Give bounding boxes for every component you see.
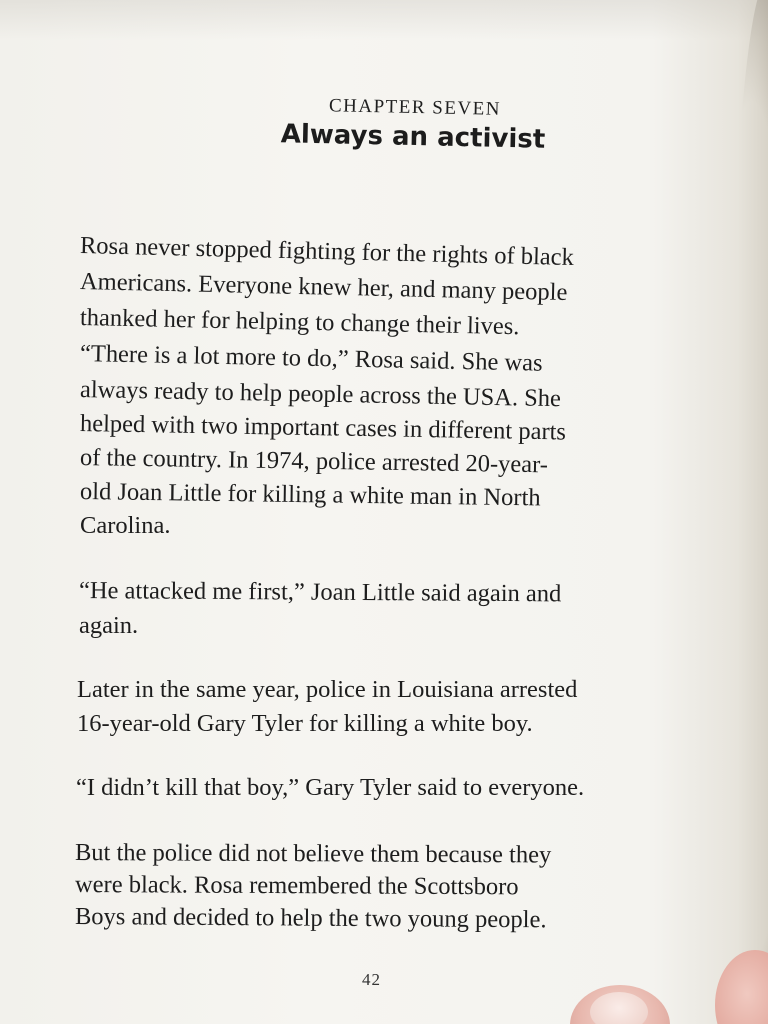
body-line: of the country. In 1974, police arrested 20-year- (79, 444, 549, 479)
body-line: “There is a lot more to do,” Rosa said. She was (79, 340, 543, 377)
body-line: thanked her for helping to change their lives. (79, 304, 520, 341)
chapter-label: CHAPTER SEVEN (328, 95, 502, 120)
body-line: “He attacked me first,” Joan Little said again and (78, 577, 562, 608)
body-line: old Joan Little for killing a white man in North (79, 478, 541, 512)
body-line: “I didn’t kill that boy,” Gary Tyler said to everyone. (76, 774, 585, 801)
body-line: helped with two important cases in different parts (79, 410, 567, 446)
body-line: Americans. Everyone knew her, and many people (79, 268, 568, 307)
body-line: were black. Rosa remembered the Scottsboro (74, 871, 519, 901)
chapter-title: Always an activist (280, 119, 546, 155)
fingernail (590, 992, 648, 1024)
body-line: always ready to help people across the USA. She (79, 376, 562, 413)
body-line: But the police did not believe them because they (74, 839, 552, 869)
body-line: Later in the same year, police in Louisiana arrested (77, 676, 578, 703)
body-line: again. (79, 612, 139, 639)
thumb-holding-page (715, 950, 768, 1024)
body-line: Rosa never stopped fighting for the rights of black (79, 232, 575, 272)
body-line: Boys and decided to help the two young people. (74, 903, 547, 934)
body-line: Carolina. (80, 512, 171, 539)
page-shadow (0, 0, 768, 40)
body-line: 16-year-old Gary Tyler for killing a white boy. (77, 710, 533, 737)
page-number: 42 (362, 970, 381, 989)
